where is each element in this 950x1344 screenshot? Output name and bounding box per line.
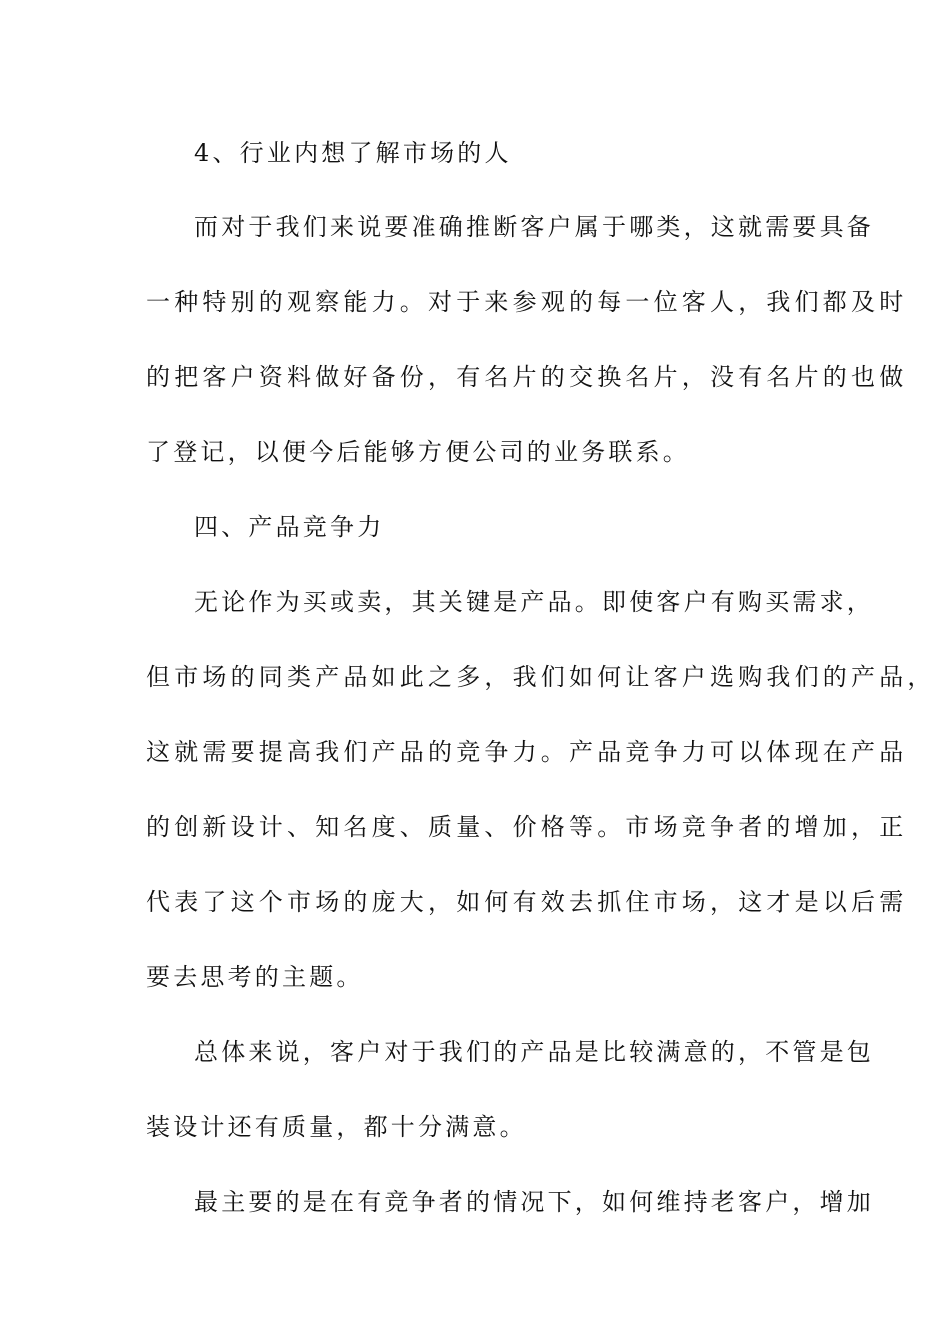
paragraph-line: 无论作为买或卖，其关键是产品。即使客户有购买需求， (194, 588, 874, 616)
paragraph-line: 最主要的是在有竞争者的情况下，如何维持老客户，增加 (194, 1188, 874, 1216)
paragraph-line: 一种特别的观察能力。对于来参观的每一位客人，我们都及时 (146, 288, 908, 316)
paragraph-line: 的把客户资料做好备份，有名片的交换名片，没有名片的也做 (146, 363, 908, 391)
list-item-4-text: 4、行业内想了解市场的人 (194, 139, 512, 167)
paragraph-line: 代表了这个市场的庞大，如何有效去抓住市场，这才是以后需 (146, 888, 908, 916)
paragraph-line: 但市场的同类产品如此之多，我们如何让客户选购我们的产品， (146, 663, 936, 691)
paragraph-line: 而对于我们来说要准确推断客户属于哪类，这就需要具备 (194, 213, 874, 241)
paragraph-line: 这就需要提高我们产品的竞争力。产品竞争力可以体现在产品 (146, 738, 908, 766)
paragraph-line: 的创新设计、知名度、质量、价格等。市场竞争者的增加，正 (146, 813, 908, 841)
paragraph-line: 了登记，以便今后能够方便公司的业务联系。 (146, 438, 690, 466)
paragraph-line: 装设计还有质量，都十分满意。 (146, 1113, 527, 1141)
paragraph-line: 总体来说，客户对于我们的产品是比较满意的，不管是包 (194, 1038, 874, 1066)
section-heading: 四、产品竞争力 (194, 513, 385, 541)
paragraph-line: 要去思考的主题。 (146, 963, 364, 991)
